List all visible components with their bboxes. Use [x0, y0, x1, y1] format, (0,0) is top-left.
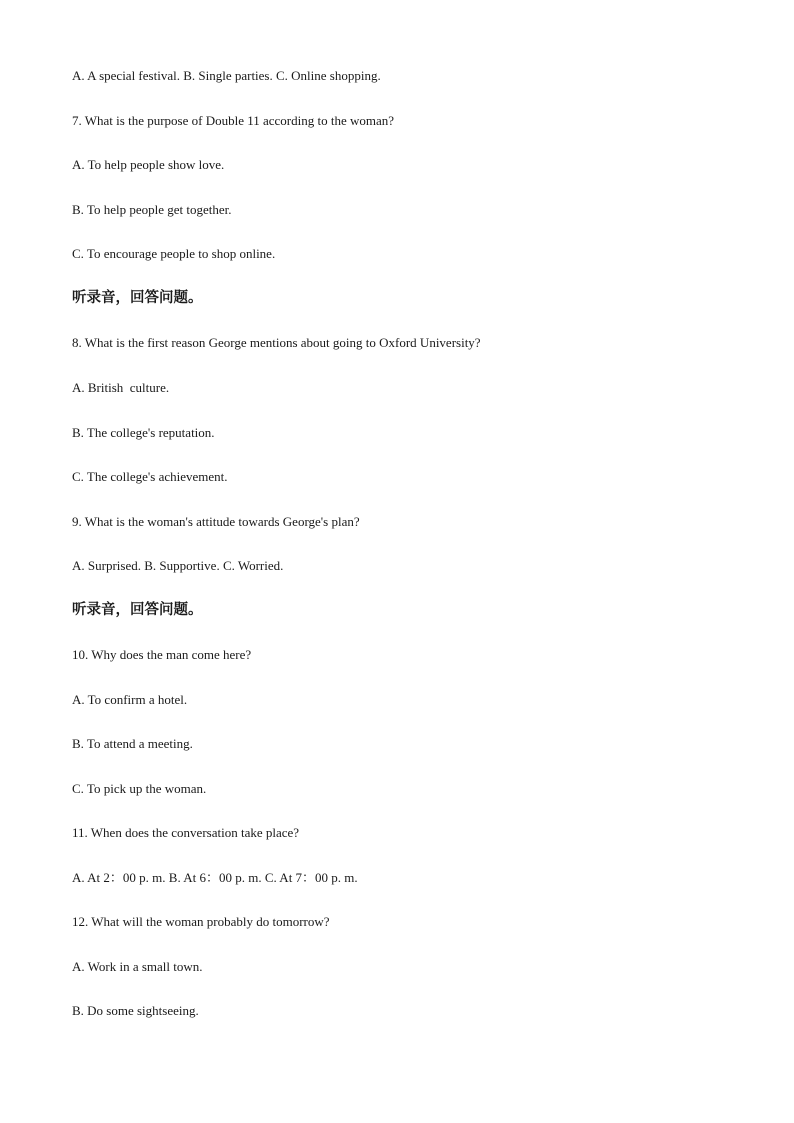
question-7: 7. What is the purpose of Double 11 according to the woman?: [72, 113, 395, 128]
q7-option-c: C. To encourage people to shop online.: [72, 246, 276, 261]
section-heading-listen-2: 听录音，回答问题。: [72, 602, 203, 618]
question-9: 9. What is the woman's attitude towards George's plan?: [72, 514, 360, 529]
question-12: 12. What will the woman probably do tomorrow?: [72, 914, 330, 929]
section-heading-listen: 听录音，回答问题。: [72, 290, 203, 306]
q12-option-b: B. Do some sightseeing.: [72, 1003, 199, 1018]
question-10: 10. Why does the man come here?: [72, 647, 252, 662]
q12-option-a: A. Work in a small town.: [72, 959, 203, 974]
q7-option-b: B. To help people get together.: [72, 202, 232, 217]
question-8: 8. What is the first reason George mentions about going to Oxford University?: [72, 335, 481, 350]
question-11: 11. When does the conversation take place?: [72, 825, 300, 840]
q8-option-b: B. The college's reputation.: [72, 425, 215, 440]
q6-options: A. A special festival. B. Single parties. C. Online shopping.: [72, 68, 381, 83]
q9-options: A. Surprised. B. Supportive. C. Worried.: [72, 558, 284, 573]
q10-option-b: B. To attend a meeting.: [72, 736, 193, 751]
q8-option-a: A. British culture.: [72, 380, 170, 395]
q10-option-a: A. To confirm a hotel.: [72, 692, 188, 707]
q7-option-a: A. To help people show love.: [72, 157, 225, 172]
q11-options: A. At 2：00 p. m. B. At 6：00 p. m. C. At 7：00 p. m.: [72, 870, 358, 885]
q10-option-c: C. To pick up the woman.: [72, 781, 207, 796]
q8-option-c: C. The college's achievement.: [72, 469, 228, 484]
